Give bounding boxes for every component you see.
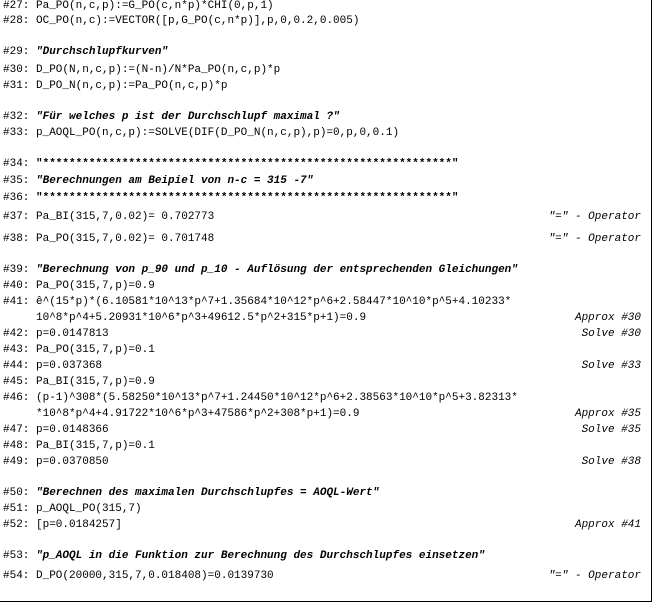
- expression-line-52[interactable]: #52: [p=0.0184257] Approx #41: [3, 519, 641, 531]
- expression-line-53[interactable]: #53: "p_AOQL in die Funktion zur Berechnung des Durchschlupfes einsetzen": [3, 550, 485, 562]
- expression-line-30[interactable]: #30: D_PO(N,n,c,p):=(N-n)/N*Pa_PO(n,c,p)*p: [3, 64, 281, 76]
- expression-line-47[interactable]: #47: p=0.0148366 Solve #35: [3, 424, 641, 436]
- expression-line-28[interactable]: #28: OC_PO(n,c):=VECTOR([p,G_PO(c,n*p)],p,0,0.2,0.005): [3, 15, 360, 27]
- expression-line-46[interactable]: #46: (p-1)^308*(5.58250*10^13*p^7+1.24450*10^12*p^6+2.38563*10^10*p^5+3.82313*: [3, 392, 518, 404]
- expression-line-38[interactable]: #38: Pa_PO(315,7,0.02)= 0.701748 "=" - Operator: [3, 233, 641, 245]
- expression-line-34[interactable]: #34: "**************************************************************": [3, 158, 459, 170]
- expression-line-44[interactable]: #44: p=0.037368 Solve #33: [3, 360, 641, 372]
- expression-line-29[interactable]: #29: "Durchschlupfkurven": [3, 46, 169, 58]
- expression-line-31[interactable]: #31: D_PO_N(n,c,p):=Pa_PO(n,c,p)*p: [3, 80, 228, 92]
- expression-line-33[interactable]: #33: p_AOQL_PO(n,c,p):=SOLVE(DIF(D_PO_N(n,c,p),p)=0,p,0,0.1): [3, 127, 400, 139]
- expression-line-37[interactable]: #37: Pa_BI(315,7,0.02)= 0.702773 "=" - Operator: [3, 211, 641, 223]
- expression-line-46-cont[interactable]: *10^8*p^4+4.91722*10^6*p^3+47586*p^2+308*p+1)=0.9 Approx #35: [3, 408, 641, 420]
- expression-line-54[interactable]: #54: D_PO(20000,315,7,0.018408)=0.0139730 "=" - Operator: [3, 570, 641, 582]
- expression-line-43[interactable]: #43: Pa_PO(315,7,p)=0.1: [3, 344, 155, 356]
- expression-line-45[interactable]: #45: Pa_BI(315,7,p)=0.9: [3, 376, 155, 388]
- expression-line-51[interactable]: #51: p_AOQL_PO(315,7): [3, 503, 142, 515]
- expression-line-36[interactable]: #36: "**************************************************************": [3, 192, 459, 204]
- expression-line-49[interactable]: #49: p=0.0370850 Solve #38: [3, 456, 641, 468]
- expression-line-35[interactable]: #35: "Berechnungen am Beipiel von n-c = 315 -7": [3, 175, 314, 187]
- expression-line-42[interactable]: #42: p=0.0147813 Solve #30: [3, 328, 641, 340]
- expression-line-40[interactable]: #40: Pa_PO(315,7,p)=0.9: [3, 280, 155, 292]
- expression-line-27[interactable]: #27: Pa_PO(n,c,p):=G_PO(c,n*p)*CHI(0,p,1): [3, 0, 274, 12]
- expression-line-41-cont[interactable]: 10^8*p^4+5.20931*10^6*p^3+49612.5*p^2+315*p+1)=0.9 Approx #30: [3, 312, 641, 324]
- expression-line-50[interactable]: #50: "Berechnen des maximalen Durchschlupfes = AOQL-Wert": [3, 487, 380, 499]
- expression-line-32[interactable]: #32: "Für welches p ist der Durchschlupf maximal ?": [3, 111, 340, 123]
- expression-line-41[interactable]: #41: ê^(15*p)*(6.10581*10^13*p^7+1.35684*10^12*p^6+2.58447*10^10*p^5+4.10233*: [3, 296, 512, 308]
- expression-line-39[interactable]: #39: "Berechnung von p_90 und p_10 - Auflösung der entsprechenden Gleichungen": [3, 264, 518, 276]
- expression-line-48[interactable]: #48: Pa_BI(315,7,p)=0.1: [3, 440, 155, 452]
